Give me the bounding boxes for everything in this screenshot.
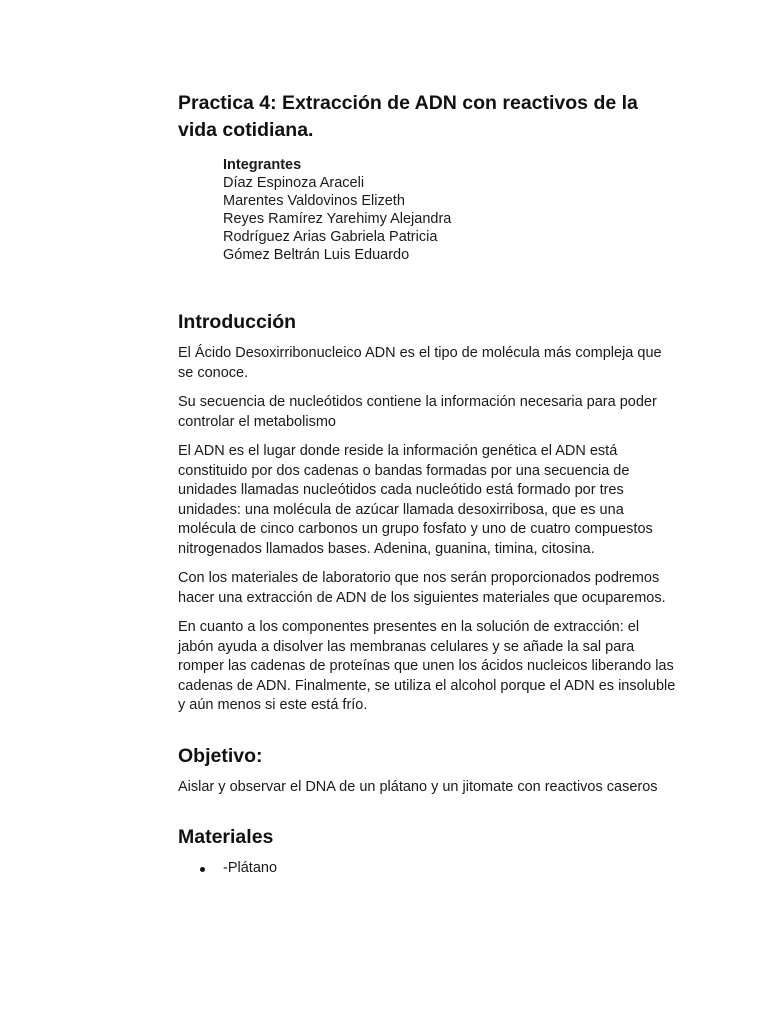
member-name: Díaz Espinoza Araceli [223,175,365,191]
members-label: Integrantes [223,157,302,173]
list-item [178,859,678,879]
members-block [223,156,678,264]
member-name: Gómez Beltrán Luis Eduardo [223,247,410,263]
objective-heading: Objetivo: [178,744,263,767]
introduction-paragraph: En cuanto a los componentes presentes en la solución de extracción: el jabón ayuda a disolver las membranas celulares y se añade la sal para romper las cadenas de proteínas que unen los ácidos nucleicos liberando las cadenas de ADN. Finalmente, se utiliza el alcohol porque el ADN es insoluble y aún menos si este está frío. [178,619,676,713]
introduction-paragraph: El ADN es el lugar donde reside la información genética el ADN está constituido por dos cadenas o bandas formadas por una secuencia de unidades llamadas nucleótidos cada nucleótido está formado por tres unidades: una molécula de azúcar llamada desoxirribosa, que es una molécula de cinco carbonos un grupo fosfato y uno de cuatro compuestos nitrogenados llamados bases. Adenina, guanina, timina, citosina. [178,443,653,557]
material-item-label: -Plátano [223,860,278,876]
document-page [178,90,678,879]
materials-list [178,859,678,879]
materials-heading: Materiales [178,826,274,848]
introduction-paragraph: Con los materiales de laboratorio que nos serán proporcionados podremos hacer una extracción de ADN de los siguientes materiales que ocuparemos. [178,570,666,606]
member-name: Marentes Valdovinos Elizeth [223,193,405,209]
document-title: Practica 4: Extracción de ADN con reactivos de la vida cotidiana. [178,92,638,141]
objective-text: Aislar y observar el DNA de un plátano y un jitomate con reactivos caseros [178,778,658,795]
introduction-heading: Introducción [178,311,297,333]
bullet-icon [200,867,205,872]
introduction-paragraph: Su secuencia de nucleótidos contiene la información necesaria para poder controlar el metabolismo [178,394,657,430]
introduction-paragraph: El Ácido Desoxirribonucleico ADN es el tipo de molécula más compleja que se conoce. [178,345,662,381]
member-name: Rodríguez Arias Gabriela Patricia [223,229,438,245]
member-name: Reyes Ramírez Yarehimy Alejandra [223,211,452,227]
